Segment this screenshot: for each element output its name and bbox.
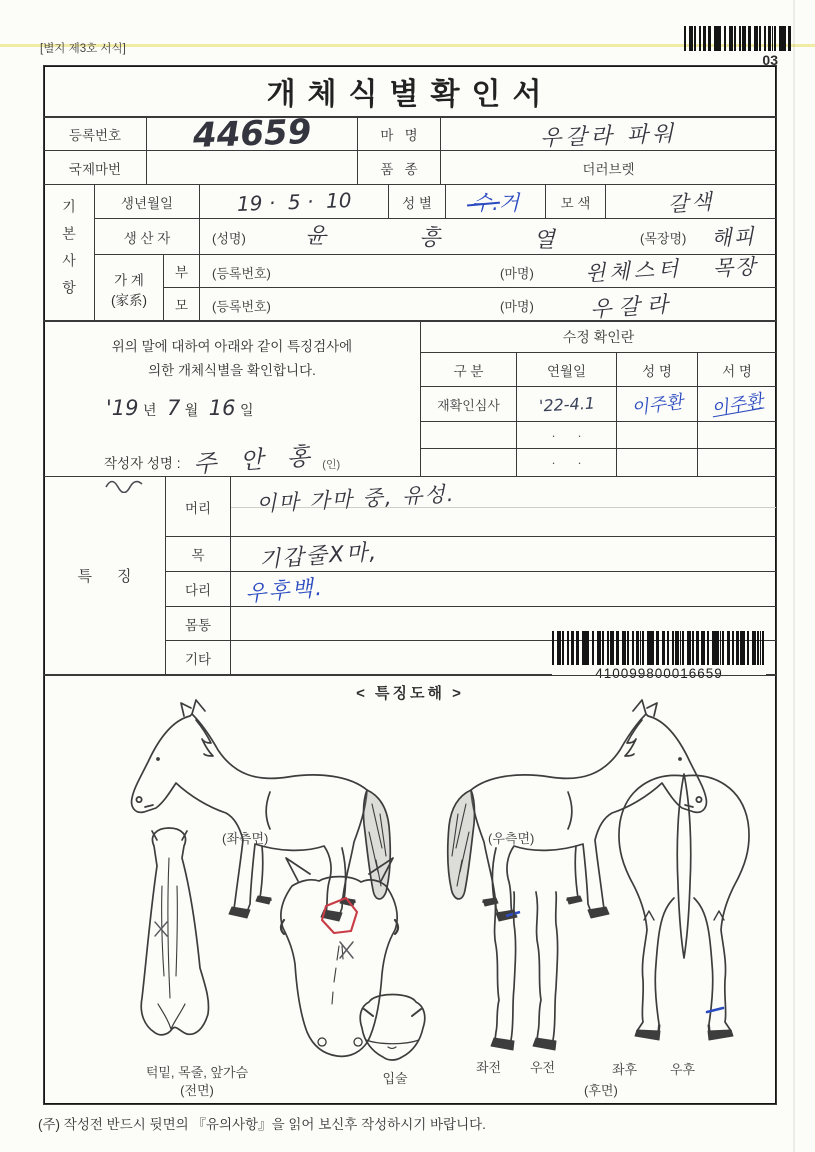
hind-right-label: 우후 [670,1062,696,1077]
correction-row2-type [420,448,517,477]
dam-regno-label: (등록번호) [212,299,271,314]
statement-line1: 위의 말에 대하여 아래와 같이 특징검사에 [111,339,353,354]
front-view-sublabel: (전면) [180,1083,214,1098]
diagram-cell [43,675,777,1105]
feature-body-label: 몸통 [165,606,231,641]
day-label: 일 [239,402,254,418]
correction-row1-name [616,421,698,449]
correction-col-date: 연월일 [516,352,617,387]
correction-row1-date: · · [516,421,617,449]
muzzle-view [360,995,425,1061]
dam-maname-label: (마명) [500,299,534,314]
reg-no-value [146,111,358,157]
sire-regno-label: (등록번호) [212,266,271,281]
correction-row1-type [420,421,517,449]
correction-col-sign: 서 명 [697,352,777,387]
hind-left-label: 좌후 [612,1062,638,1077]
seal-label: (인) [322,459,341,471]
sire-maname-label: (마명) [500,266,534,281]
sire-row [199,254,777,288]
horse-name-handwriting: 우갈라 파워 [539,121,678,151]
neck-feature-handwriting: 기갑줄X마, [258,539,379,574]
sex-label: 성 별 [388,184,446,219]
family-label-cell [94,254,164,321]
family-label-line1: 가 계 [114,273,144,288]
sire-name-handwriting: 윈체스터 [584,256,683,286]
front-right-label: 우전 [530,1060,556,1075]
writer-label: 작성자 성명 : [104,456,181,471]
statement-line2: 의한 개체식별을 확인합니다. [148,363,316,378]
sex-corrected-text: .거 [492,190,520,215]
feature-legs-value [230,571,777,607]
correction-col-name: 성 명 [616,352,698,387]
right-side-horse [448,700,707,921]
statement-date [106,396,253,420]
correction-row0-type: 재확인심사 [420,386,517,422]
head-feature-handwriting: 이마 가마 중, 유성. [255,481,456,517]
main-barcode [552,631,766,665]
writer-name-handwriting: 주 안 홍 [192,441,319,479]
month-label: 월 [184,402,199,418]
farm-name-handwriting: 해피목장 [710,224,759,281]
feature-neck-label: 목 [165,536,231,572]
producer-label: 생 산 자 [94,218,200,255]
correction-row0-date [516,386,617,422]
neck-front-view [141,828,208,1035]
statement-cell [43,321,421,477]
coat-color-label: 모 색 [545,184,606,219]
reg-no-label: 등록번호 [43,117,147,151]
birth-value [199,184,389,219]
date-month-hand: 7 [166,396,181,420]
recheck-date-handwriting: '22-4.1 [538,393,595,415]
birth-label: 생년월일 [94,184,200,219]
sire-label: 부 [163,254,200,288]
front-view-label: 턱밑, 목줄, 앞가슴 [145,1065,249,1080]
breed-value: 더러브렛 [440,150,777,185]
feature-head-value [230,476,777,537]
correction-row1-sign [697,421,777,449]
footer-note: (주) 작성전 반드시 뒷면의 『유의사항』을 읽어 보신후 작성하시기 바랍니다. [38,1117,486,1132]
left-side-horse [132,700,391,921]
rear-view-label: (후면) [584,1083,618,1098]
coat-color-handwriting: 갈색 [666,188,716,217]
features-section-label: 특 징 [43,476,166,675]
paper-edge-shadow [793,0,795,1152]
lips-label: 입술 [382,1071,408,1086]
year-label: 년 [142,402,157,418]
front-right-leg [533,892,558,1050]
date-day-hand: 16 [208,396,236,420]
top-barcode [684,26,794,51]
page-number: 03 [762,52,778,68]
farm-name-label: (목장명) [640,231,687,246]
rear-view [619,774,749,1040]
feature-head-label: 머리 [165,476,231,537]
correction-row2-date: · · [516,448,617,477]
reg-no-handwriting: 44659 [192,111,312,157]
form-code-label: [별지 제3호 서식] [40,43,126,55]
correction-title: 수정 확인란 [420,321,777,353]
right-side-label: (우측면) [488,831,535,846]
correction-row0-name [616,386,698,422]
recheck-name-handwriting: 이주환 [629,391,685,420]
date-year-hand: '19 [106,396,139,420]
dam-row [199,287,777,321]
recheck-signature: 이주환 [709,390,765,421]
correction-row2-name [616,448,698,477]
sex-value [445,184,546,219]
basic-section-label: 기본사항 [61,198,77,307]
main-barcode-number: 410099800016659 [552,666,766,681]
legs-feature-handwriting: 우후백. [244,575,325,608]
producer-name-handwriting: 윤 흥 열 [304,223,573,254]
front-left-label: 좌전 [476,1060,502,1075]
sex-struck-text: 수 [471,190,493,215]
breed-label: 품 종 [357,150,441,185]
intl-no-value [146,150,358,185]
horse-diagram-art [44,676,776,1104]
horse-name-label: 마 명 [357,117,441,151]
family-label-line2: (家系) [111,293,147,308]
birth-handwriting: 19 · 5 · 10 [236,187,352,216]
horse-name-value [440,117,777,151]
feature-neck-value [230,536,777,572]
correction-row2-sign [697,448,777,477]
correction-col-type: 구 분 [420,352,517,387]
feature-legs-label: 다리 [165,571,231,607]
intl-no-label: 국제마번 [43,150,147,185]
diagram-title: < 특징도해 > [356,685,464,702]
dam-name-handwriting: 우갈라 [589,292,676,323]
left-side-label: (좌측면) [222,831,269,846]
dam-label: 모 [163,287,200,321]
feature-other-label: 기타 [165,640,231,675]
producer-name-label: (성명) [212,231,246,246]
coat-color-value [605,184,777,219]
document-title: 개체식별확인서 [266,78,554,111]
correction-row0-sign [697,386,777,422]
